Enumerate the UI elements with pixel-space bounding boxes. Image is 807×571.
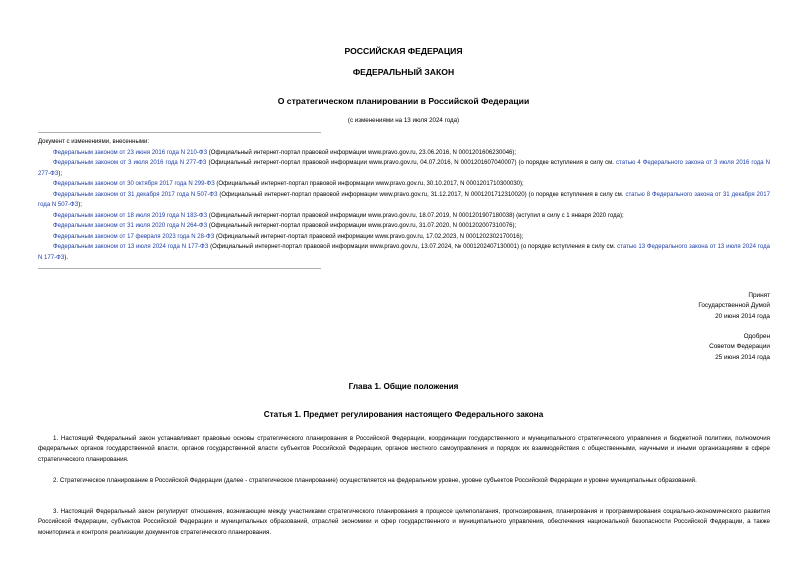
paragraph-1: 1. Настоящий Федеральный закон устанавливает правовые основы стратегического планирования в Российской Федерации, координации государственного и муниципального стратегического управления и бюджетной политики, полномочия федеральных органов государственной власти, органов государственной власти субъектов Российской Федерации, органов местного самоуправления и порядок их взаимодействия с общественными, научными и иными организациями в сфере стратегического планирования. xyxy=(38,435,770,463)
amendment-text: (Официальный интернет-портал правовой информации www.pravo.gov.ru, 13.07.2024, № 0001202407130001) (о порядке вступления в силу см. xyxy=(208,244,618,250)
amendment-text: (Официальный интернет-портал правовой информации www.pravo.gov.ru, 04.07.2016, N 0001201607040007) (о порядке вступления в силу см. xyxy=(206,160,616,166)
amendments-block xyxy=(38,137,770,263)
amendment-item xyxy=(38,211,770,222)
country-heading: РОССИЙСКАЯ ФЕДЕРАЦИЯ xyxy=(344,46,463,56)
approved-date: 25 июня 2014 года xyxy=(715,353,770,361)
adopted-date: 20 июня 2014 года xyxy=(715,312,770,320)
article-reference-link[interactable]: статью 4 Федерального закона от 3 июля 2016 года N 277-ФЗ xyxy=(38,160,771,177)
amendment-tail: ); xyxy=(78,202,82,208)
paragraph-2: 2. Стратегическое планирование в Российской Федерации (далее - стратегическое планирование) осуществляется на федеральном уровне, уровне субъектов Российской Федерации и уровне муниципальных образований. xyxy=(53,477,697,484)
amendment-link[interactable]: Федеральным законом от 17 февраля 2023 года N 28-ФЗ xyxy=(53,233,215,240)
amendment-item xyxy=(38,221,770,232)
amendment-text: (Официальный интернет-портал правовой информации www.pravo.gov.ru, 18.07.2019, N 0001201907180038) (вступил в силу с 1 января 2020 года); xyxy=(207,212,624,219)
amendment-link[interactable]: Федеральным законом от 13 июля 2024 года N 177-ФЗ xyxy=(53,244,209,250)
edition-note: (с изменениями на 13 июля 2024 года) xyxy=(347,117,460,124)
amendment-link[interactable]: Федеральным законом от 31 декабря 2017 года N 507-ФЗ xyxy=(53,191,218,198)
amendment-item xyxy=(38,232,770,243)
amendment-tail: ); xyxy=(58,170,63,177)
amendment-item xyxy=(38,179,770,190)
top-divider xyxy=(38,132,321,133)
amendment-link[interactable]: Федеральным законом от 23 июня 2016 года N 210-ФЗ xyxy=(53,149,208,156)
amendment-link[interactable]: Федеральным законом от 3 июля 2016 года N 277-ФЗ xyxy=(53,160,207,166)
approved-word: Одобрен xyxy=(743,333,770,340)
amendment-item xyxy=(38,190,770,211)
article-reference-link[interactable]: статью 13 Федерального закона от 13 июля 2024 года N 177-ФЗ xyxy=(38,244,770,261)
approval-block xyxy=(709,332,770,363)
law-title: О стратегическом планировании в Российской Федерации xyxy=(277,96,530,106)
adoption-block xyxy=(698,291,770,322)
article-reference-link[interactable]: статью 8 Федерального закона от 31 декабря 2017 года N 507-ФЗ xyxy=(38,191,771,208)
amendment-link[interactable]: Федеральным законом от 18 июля 2019 года N 183-ФЗ xyxy=(53,212,208,219)
adopted-by: Государственной Думой xyxy=(698,302,770,310)
amendment-link[interactable]: Федеральным законом от 31 июля 2020 года N 264-ФЗ xyxy=(53,223,208,229)
amendment-item xyxy=(38,158,770,179)
amendment-text: (Официальный интернет-портал правовой информации www.pravo.gov.ru, 30.10.2017, N 0001201710300030); xyxy=(214,181,524,187)
bottom-divider xyxy=(38,268,321,269)
amendments-heading: Документ с изменениями, внесенными: xyxy=(38,139,150,145)
amendment-item xyxy=(38,148,770,159)
amendment-text: (Официальный интернет-портал правовой информации www.pravo.gov.ru, 31.12.2017, N 0001201712310020) (о порядке вступления в силу см. xyxy=(217,191,626,198)
article-heading: Статья 1. Предмет регулирования настоящего Федерального закона xyxy=(263,410,544,419)
amendment-item xyxy=(38,242,770,263)
approved-by: Советом Федерации xyxy=(709,343,770,351)
adopted-word: Принят xyxy=(748,292,770,299)
paragraph-3: 3. Настоящий Федеральный закон регулирует отношения, возникающие между участниками стратегического планирования в процессе целеполагания, прогнозирования, планирования и программирования социально-экономического развития Российской Федерации, субъектов Российской Федерации и муниципальных образований, отраслей экономики и сфер государственного и муниципального управления, обеспечения национальной безопасности Российской Федерации, а также мониторинга и контроля реализации документов стратегического планирования. xyxy=(38,508,770,536)
doc-type-heading: ФЕДЕРАЛЬНЫЙ ЗАКОН xyxy=(352,67,455,77)
amendment-text: (Официальный интернет-портал правовой информации www.pravo.gov.ru, 17.02.2023, N 0001202302170016); xyxy=(214,233,524,240)
amendment-tail: ). xyxy=(64,254,69,261)
amendment-link[interactable]: Федеральным законом от 30 октября 2017 года N 299-ФЗ xyxy=(53,181,215,187)
amendment-text: (Официальный интернет-портал правовой информации www.pravo.gov.ru, 31.07.2020, N 0001202007310076); xyxy=(207,223,517,229)
amendment-text: (Официальный интернет-портал правовой информации www.pravo.gov.ru, 23.06.2016, N 0001201606230046); xyxy=(207,149,517,156)
chapter-heading: Глава 1. Общие положения xyxy=(348,382,459,391)
